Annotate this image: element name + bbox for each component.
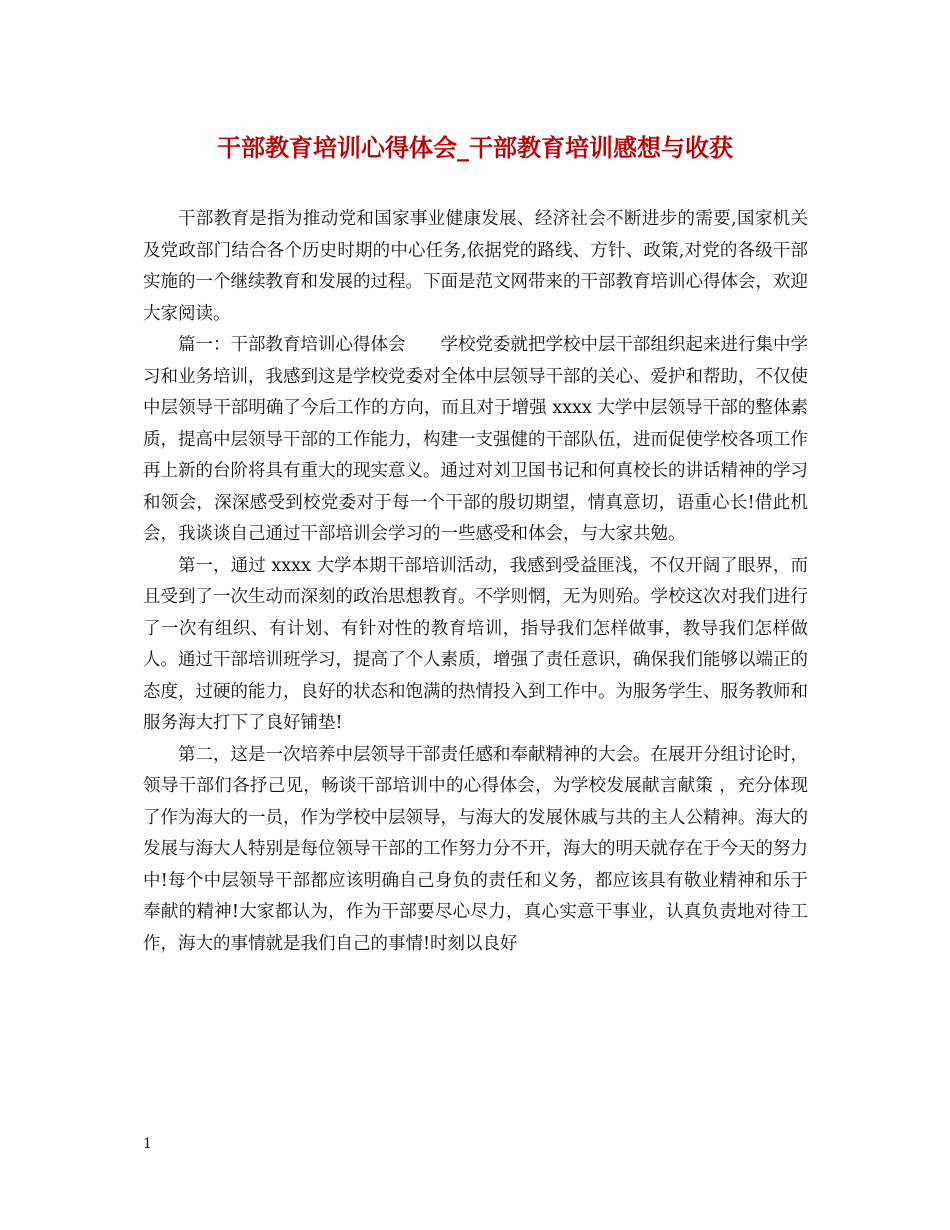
paragraph-intro: 干部教育是指为推动党和国家事业健康发展、经济社会不断进步的需要,国家机关及党政部门结合各个历史时期的中心任务,依据党的路线、方针、政策,对党的各级干部实施的一个继续教育和发展的过程。下面是范文网带来的干部教育培训心得体会，欢迎大家阅读。 (143, 209, 808, 324)
paragraph-first-point: 第一，通过 xxxx 大学本期干部培训活动，我感到受益匪浅，不仅开阔了眼界，而且受到了一次生动而深刻的政治思想教育。不学则惘，无为则殆。学校这次对我们进行了一次有组织、有计划、有针对性的教育培训，指导我们怎样做事，教导我们怎样做人。通过干部培训班学习，提高了个人素质，增强了责任意识，确保我们能够以端正的态度，过硬的能力，良好的状态和饱满的热情投入到工作中。为服务学生、服务教师和服务海大打下了良好铺垫! (143, 555, 808, 733)
document-body (143, 204, 808, 960)
page-number: 1 (143, 1136, 152, 1152)
paragraph-second-point: 第二，这是一次培养中层领导干部责任感和奉献精神的大会。在展开分组讨论时，领导干部们各抒己见，畅谈干部培训中的心得体会，为学校发展献言献策 ，充分体现了作为海大的一员，作为学校中层领导，与海大的发展休戚与共的主人公精神。海大的发展与海大人特别是每位领导干部的工作努力分不开，海大的明天就存在于今天的努力中!每个中层领导干部都应该明确自己身负的责任和义务，都应该具有敬业精神和乐于奉献的精神!大家都认为，作为干部要尽心尽力，真心实意干事业，认真负责地对待工作，海大的事情就是我们自己的事情!时刻以良好 (143, 744, 808, 954)
paragraph-part-one: 篇一：干部教育培训心得体会 学校党委就把学校中层干部组织起来进行集中学习和业务培训，我感到这是学校党委对全体中层领导干部的关心、爱护和帮助，不仅使中层领导干部明确了今后工作的方向，而且对于增强 xxxx 大学中层领导干部的整体素质，提高中层领导干部的工作能力，构建一支强健的干部队伍，进而促使学校各项工作再上新的台阶将具有重大的现实意义。通过对刘卫国书记和何真校长的讲话精神的学习和领会，深深感受到校党委对于每一个干部的殷切期望，情真意切，语重心长!借此机会，我谈谈自己通过干部培训会学习的一些感受和体会，与大家共勉。 (143, 335, 808, 544)
page-title: 干部教育培训心得体会_干部教育培训感想与收获 (217, 133, 733, 162)
